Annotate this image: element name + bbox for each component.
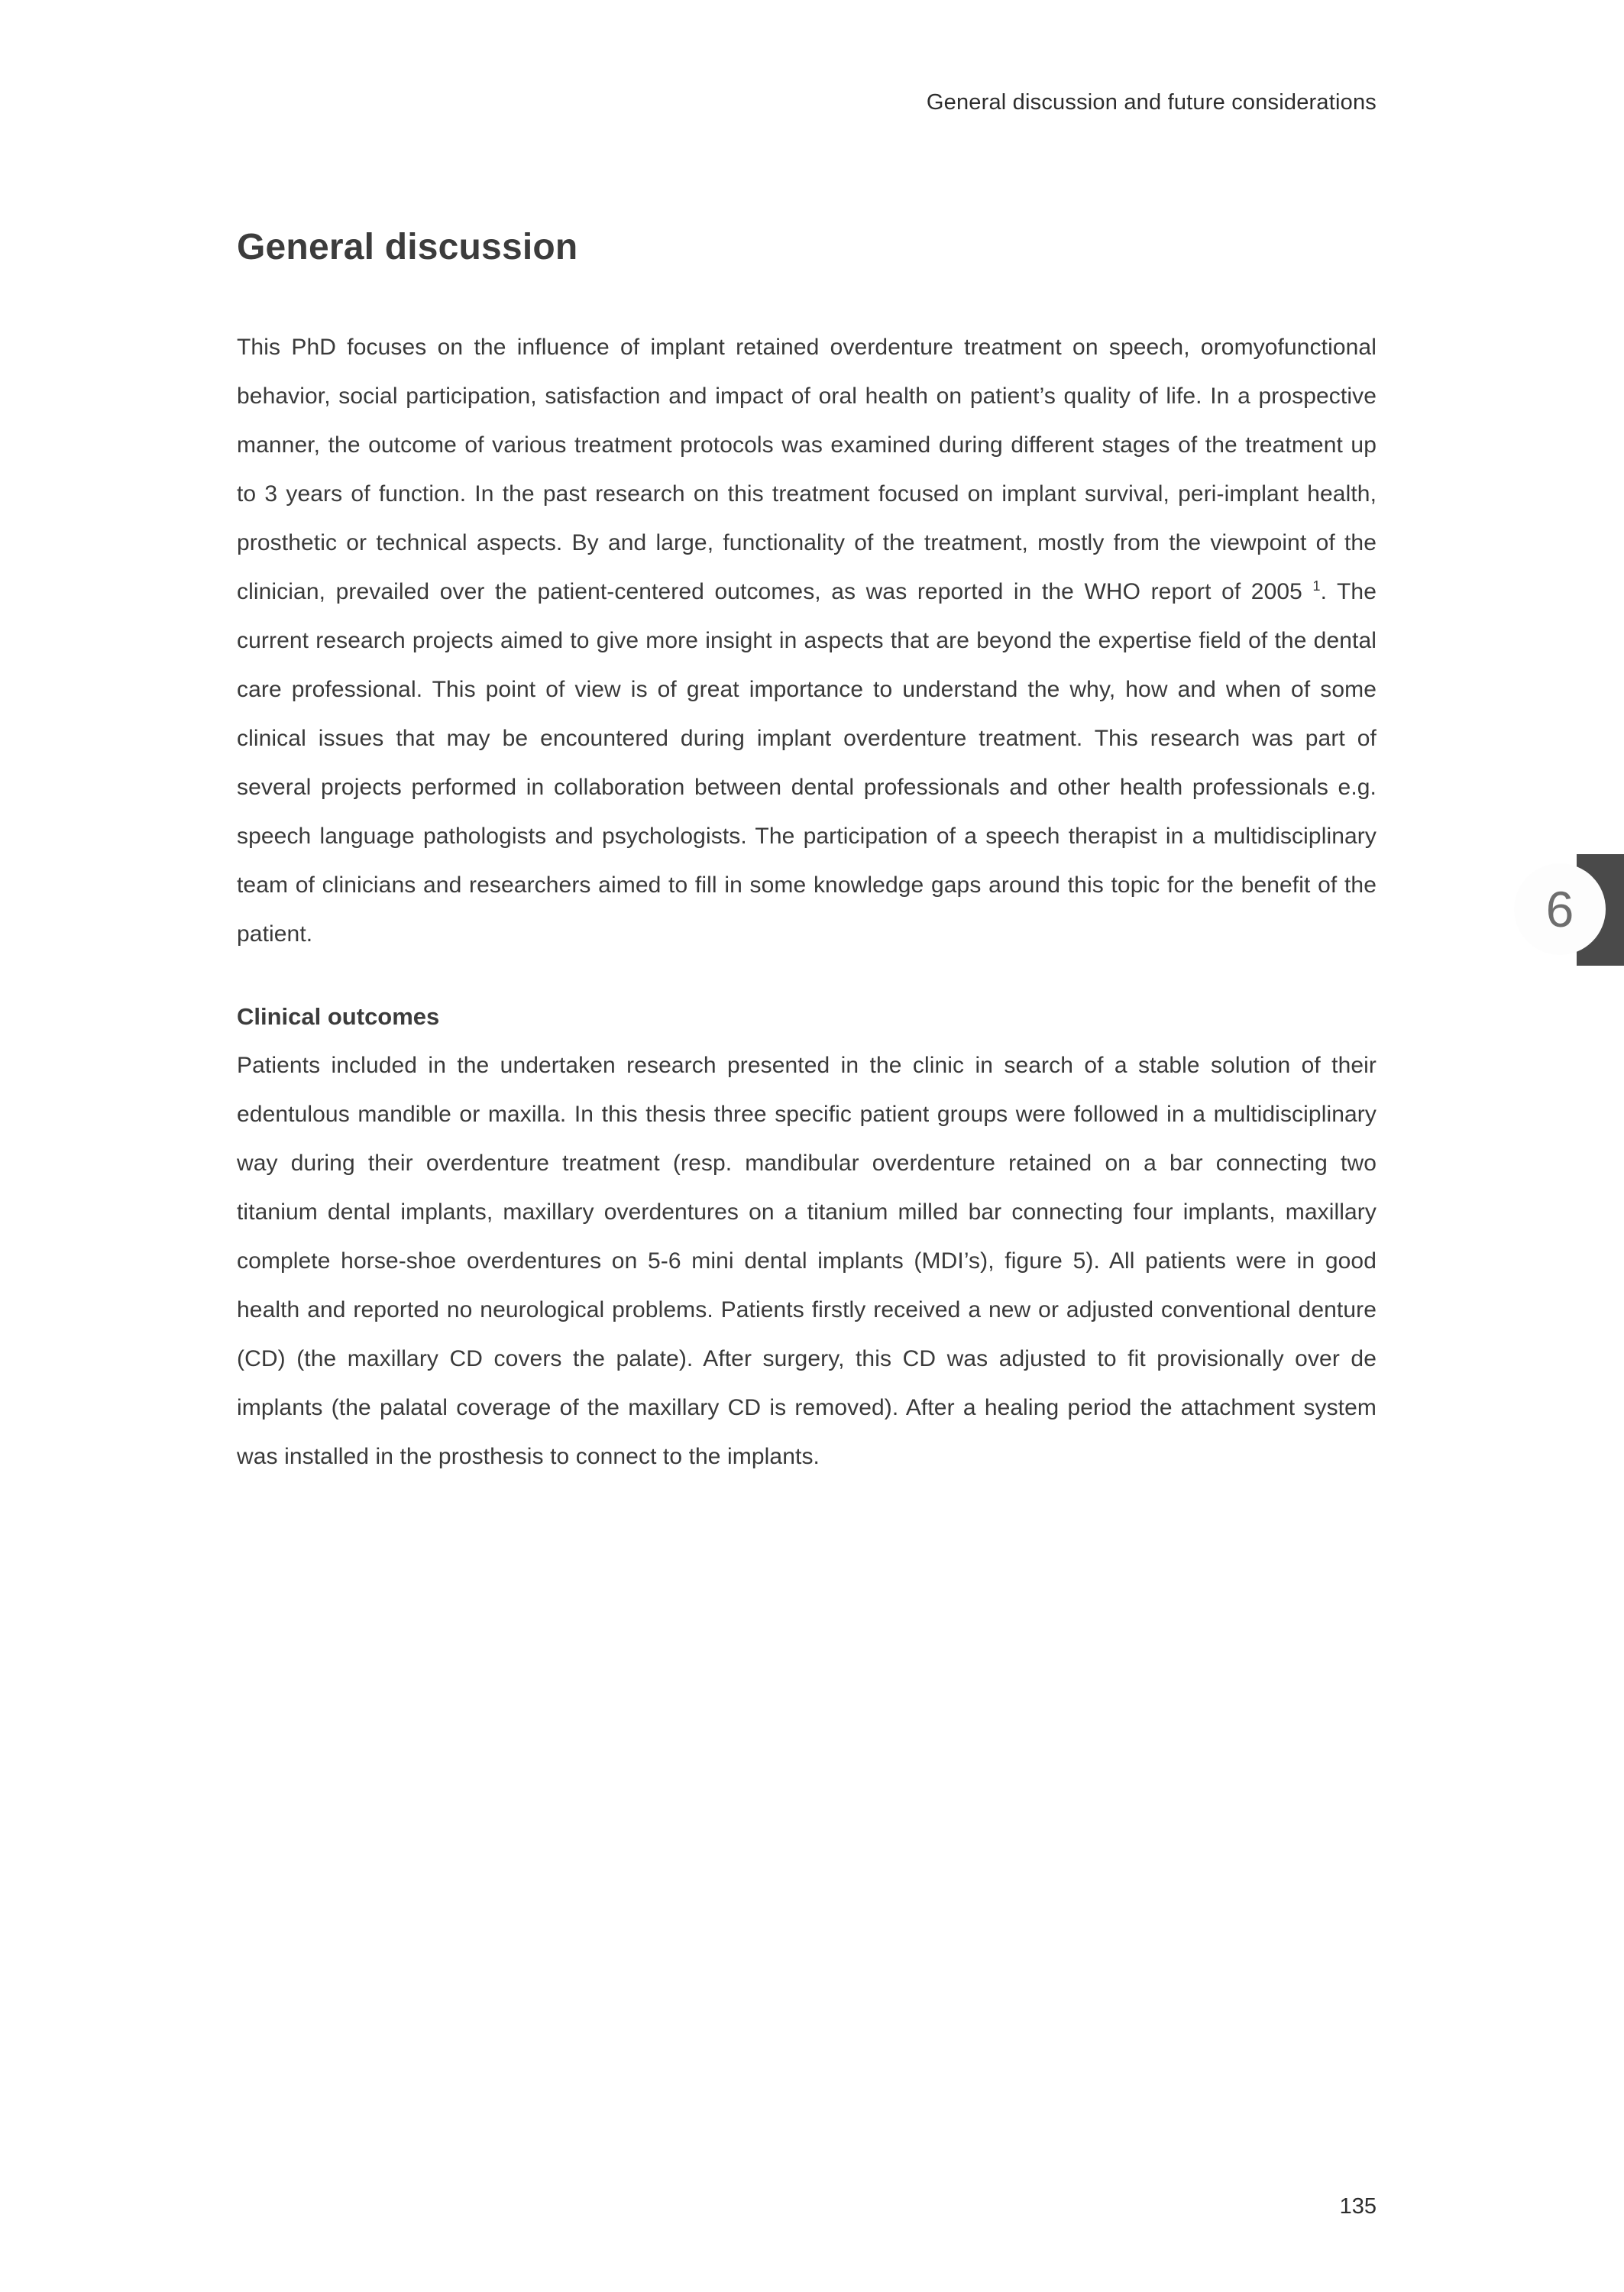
- paragraph-general-discussion: [237, 323, 1377, 959]
- chapter-number: 6: [1545, 881, 1574, 937]
- footnote-reference-1: 1: [1312, 578, 1321, 594]
- paragraph-text-before-ref: This PhD focuses on the influence of implant retained overdenture treatment on speech, oromyofunctional behavior, social participation, satisfaction and impact of oral health on patient’s quality of life. In a prospective manner, the outcome of various treatment protocols was examined during different stages of the treatment up to 3 years of function. In the past research on this treatment focused on implant survival, peri-implant health, prosthetic or technical aspects. By and large, functionality of the treatment, mostly from the viewpoint of the clinician, prevailed over the patient-centered outcomes, as was reported in the WHO report of 2005: [237, 335, 1377, 604]
- chapter-number-badge: [1514, 863, 1606, 955]
- section-heading-clinical-outcomes: Clinical outcomes: [237, 1003, 440, 1030]
- page-content: [237, 0, 1377, 1481]
- page-title: General discussion: [237, 227, 578, 267]
- page-number: 135: [1339, 2194, 1377, 2219]
- running-header: General discussion and future considerations: [926, 90, 1377, 115]
- paragraph-text-after-ref: . The current research projects aimed to give more insight in aspects that are beyond the expertise field of the dental care professional. This point of view is of great importance to understand the why, how and when of some clinical issues that may be encountered during implant overdenture treatment. This research was part of several projects performed in collaboration between dental professionals and other health professionals e.g. speech language pathologists and psychologists. The participation of a speech therapist in a multidisciplinary team of clinicians and researchers aimed to fill in some knowledge gaps around this topic for the benefit of the patient.: [237, 579, 1377, 947]
- paragraph-clinical-outcomes: Patients included in the undertaken research presented in the clinic in search of a stable solution of their edentulous mandible or maxilla. In this thesis three specific patient groups were followed in a multidisciplinary way during their overdenture treatment (resp. mandibular overdenture retained on a bar connecting two titanium dental implants, maxillary overdentures on a titanium milled bar connecting four implants, maxillary complete horse-shoe overdentures on 5-6 mini dental implants (MDI’s), figure 5). All patients were in good health and reported no neurological problems. Patients firstly received a new or adjusted conventional denture (CD) (the maxillary CD covers the palate). After surgery, this CD was adjusted to fit provisionally over de implants (the palatal coverage of the maxillary CD is removed). After a healing period the attachment system was installed in the prosthesis to connect to the implants.: [237, 1053, 1377, 1469]
